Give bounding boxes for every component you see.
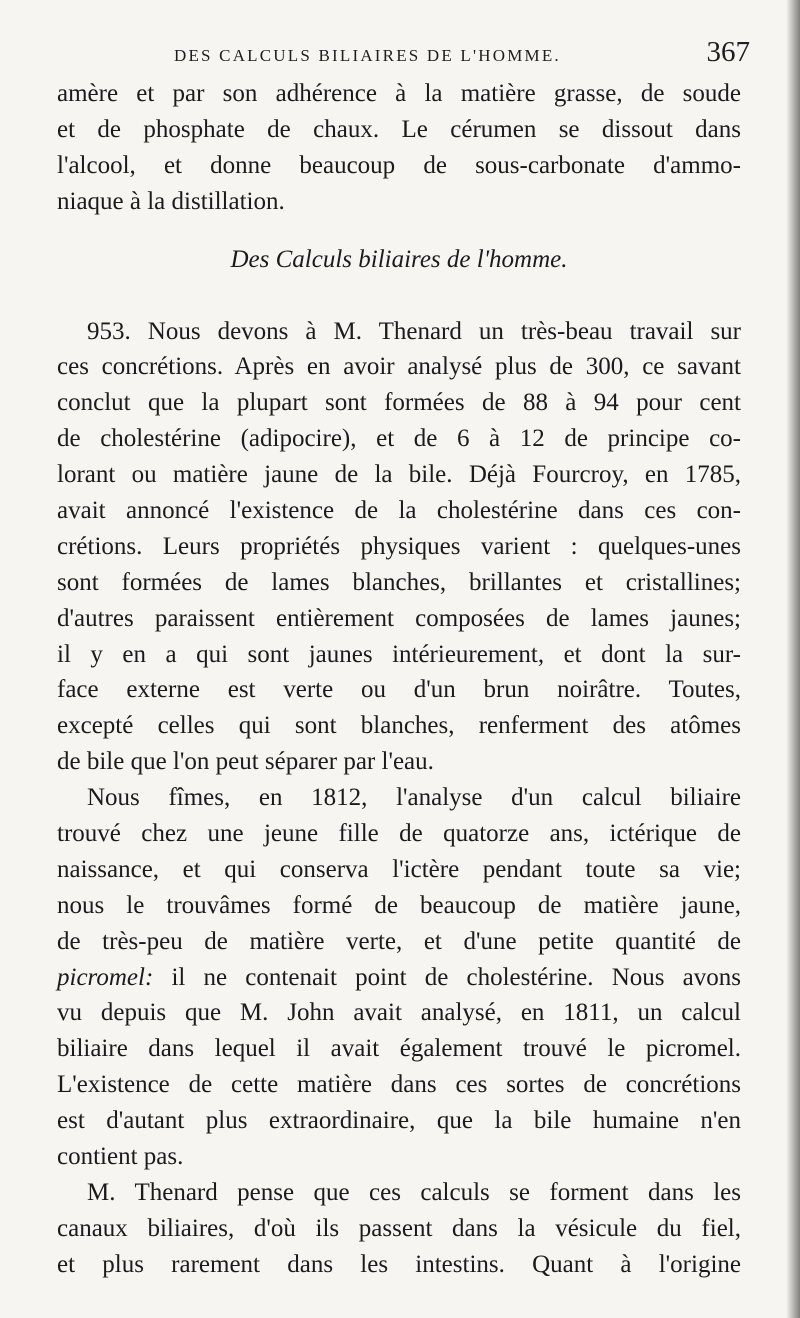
- text-line: avait annoncé l'existence de la cholestérine dans ces con-: [57, 497, 741, 525]
- text-line: crétions. Leurs propriétés physiques varient : quelques-unes: [57, 532, 741, 560]
- text-line: conclut que la plupart sont formées de 88 à 94 pour cent: [57, 389, 741, 417]
- text-line: contient pas.: [57, 1143, 184, 1171]
- text-line: lorant ou matière jaune de la bile. Déjà Fourcroy, en 1785,: [57, 461, 741, 489]
- text-line: L'existence de cette matière dans ces sortes de concrétions: [57, 1071, 741, 1099]
- paragraph-953: [57, 314, 741, 781]
- paragraph-thenard-origin: [57, 1175, 741, 1283]
- text-line: biliaire dans lequel il avait également trouvé le picromel.: [57, 1035, 741, 1063]
- picromel-term: picromel:: [57, 963, 154, 991]
- page-number: 367: [706, 36, 750, 68]
- page-body: [57, 76, 741, 1283]
- text-line: canaux biliaires, d'où ils passent dans la vésicule du fiel,: [57, 1214, 741, 1242]
- text-line: sont formées de lames blanches, brillantes et cristallines;: [57, 568, 741, 596]
- text-line: Nous fîmes, en 1812, l'analyse d'un calcul biliaire: [87, 784, 741, 812]
- paragraph-1812-analysis: [57, 780, 741, 1175]
- text-line: et de phosphate de chaux. Le cérumen se dissout dans: [57, 115, 741, 143]
- text-line: M. Thenard pense que ces calculs se forment dans les: [87, 1178, 741, 1206]
- text-line: l'alcool, et donne beaucoup de sous-carbonate d'ammo-: [57, 151, 741, 179]
- text-line: niaque à la distillation.: [57, 187, 285, 215]
- text-line: de très-peu de matière verte, et d'une petite quantité de: [57, 927, 741, 955]
- text-line: excepté celles qui sont blanches, renferment des atômes: [57, 712, 741, 740]
- text-line: [57, 960, 741, 996]
- text-line: de bile que l'on peut séparer par l'eau.: [57, 748, 434, 776]
- text-line: est d'autant plus extraordinaire, que la bile humaine n'en: [57, 1107, 741, 1135]
- text-line: il y en a qui sont jaunes intérieurement, et dont la sur-: [57, 640, 741, 668]
- text-line: trouvé chez une jeune fille de quatorze ans, ictérique de: [57, 820, 741, 848]
- text-line: naissance, et qui conserva l'ictère pendant toute sa vie;: [57, 855, 741, 883]
- text-line: ces concrétions. Après en avoir analysé plus de 300, ce savant: [57, 353, 741, 381]
- page-header: [140, 38, 750, 78]
- section-heading: Des Calculs biliaires de l'homme.: [230, 245, 568, 273]
- text-line: amère et par son adhérence à la matière grasse, de soude: [57, 80, 741, 107]
- text-segment: il ne contenait point de cholestérine. Nous avons: [153, 963, 741, 991]
- text-line: 953. Nous devons à M. Thenard un très-beau travail sur: [87, 317, 741, 345]
- text-line: vu depuis que M. John avait analysé, en 1811, un calcul: [57, 999, 741, 1027]
- text-line: d'autres paraissent entièrement composées de lames jaunes;: [57, 604, 741, 632]
- text-line: face externe est verte ou d'un brun noirâtre. Toutes,: [57, 676, 741, 704]
- text-line: et plus rarement dans les intestins. Quant à l'origine: [57, 1250, 741, 1278]
- text-line: nous le trouvâmes formé de beaucoup de matière jaune,: [57, 891, 741, 919]
- text-line: de cholestérine (adipocire), et de 6 à 12 de principe co-: [57, 425, 741, 453]
- running-head: DES CALCULS BILIAIRES DE L'HOMME.: [174, 46, 561, 65]
- intro-paragraph: [57, 76, 741, 220]
